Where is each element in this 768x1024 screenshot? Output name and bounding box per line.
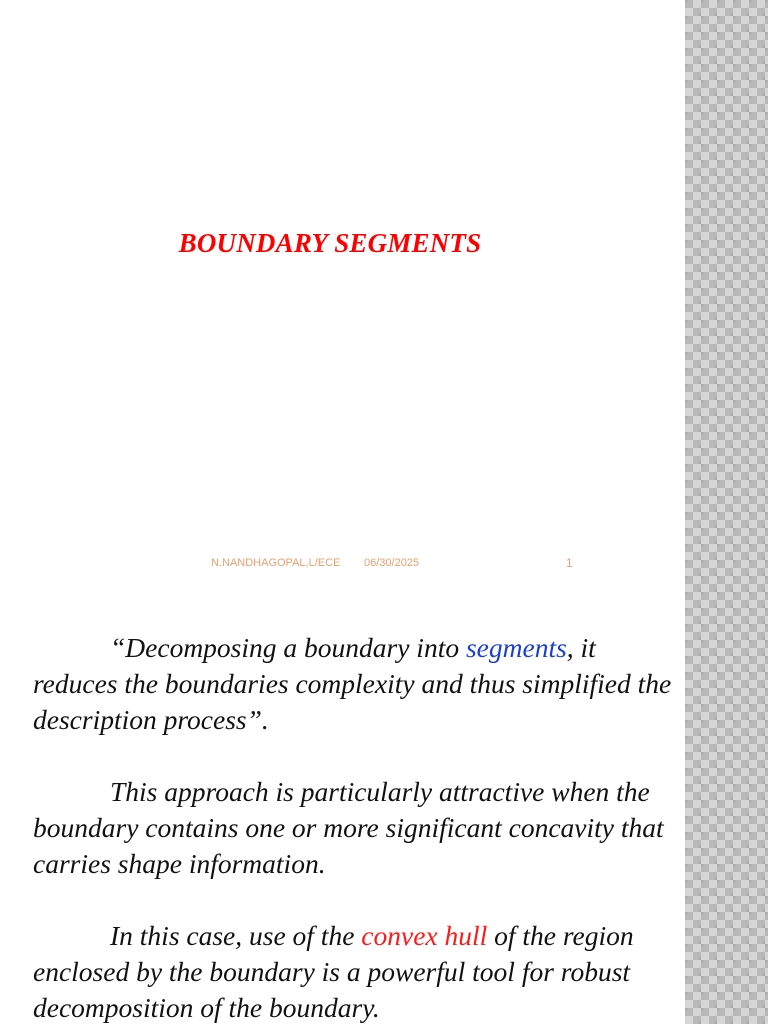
body-text [33,630,673,1024]
highlight-segments: segments [465,632,567,663]
paragraph-convex-hull [33,918,673,1024]
paragraph-text: In this case, use of the [110,920,362,951]
paragraph-text: “Decomposing a boundary into [110,632,466,663]
slide-title: BOUNDARY SEGMENTS [178,228,482,258]
paragraph-text: of the region enclosed by the boundary is a powerful tool for robust decomposition of the boundary. [33,920,634,1023]
side-pattern-panel [685,0,768,1024]
highlight-convex-hull: convex hull [361,920,488,951]
footer-author: N.NANDHAGOPAL,L/ECE [211,557,341,569]
paragraph-decomposing [33,630,673,738]
paragraph-approach [33,774,673,882]
paragraph-text: This approach is particularly attractive when the boundary contains one or more significant concavity that carries shape information. [33,776,664,879]
footer-date: 06/30/2025 [364,557,420,569]
footer-page-number: 1 [566,556,573,570]
paragraph-text: , it reduces the boundaries complexity and thus simplified the description process”. [33,632,672,735]
